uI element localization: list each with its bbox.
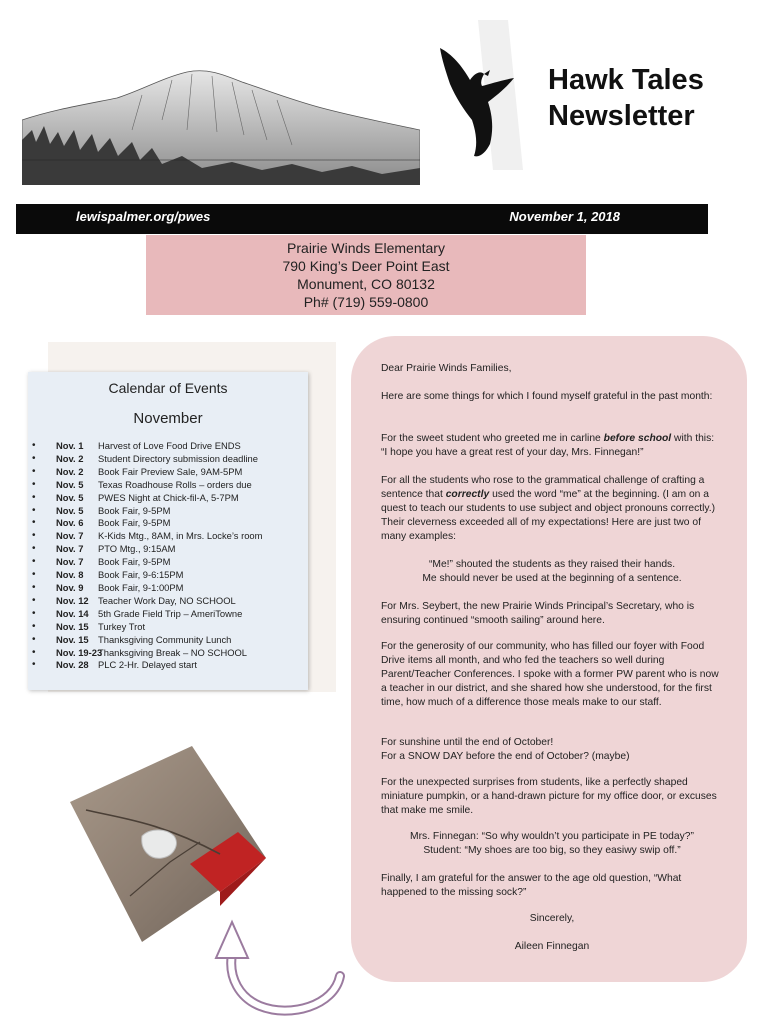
school-address-block	[146, 235, 586, 315]
event-date: Nov. 14	[56, 607, 89, 619]
letter-paragraph: For the generosity of our community, who has filled our foyer with Food Drive items all month, and who fed the teachers so well during Parent/Teacher Conferences. I spoke with a former PW parent who is now a teacher in our district, and she shared how she understood, for the first time, how much of a difference those meals make to our staff.	[381, 641, 719, 708]
event-date: Nov. 15	[56, 633, 89, 645]
calendar-title: Calendar of Events	[108, 380, 228, 396]
event-description: Book Fair, 9-5PM	[98, 556, 171, 568]
event-list	[32, 440, 262, 672]
event-description: PWES Night at Chick-fil-A, 5-7PM	[98, 491, 239, 503]
calendar-event	[32, 595, 262, 608]
school-name: Prairie Winds Elementary	[287, 240, 445, 256]
event-date: Nov. 8	[56, 569, 84, 581]
event-date: Nov. 19-23	[56, 646, 103, 658]
event-date: Nov. 28	[56, 659, 89, 671]
letter-paragraph: For Mrs. Seybert, the new Prairie Winds Principal’s Secretary, who is ensuring continued “smooth sailing” around here.	[381, 601, 695, 626]
event-description: Book Fair, 9-5PM	[98, 517, 171, 529]
calendar-event	[32, 621, 262, 634]
school-city: Monument, CO 80132	[297, 276, 435, 292]
event-date: Nov. 1	[56, 440, 84, 451]
event-description: Book Fair, 9-1:00PM	[98, 581, 184, 593]
hawk-icon	[432, 40, 524, 160]
letter-paragraph: For the sweet student who greeted me in carline before school with this: “I hope you have a great rest of your day, Mrs. Finnegan!”	[381, 433, 715, 458]
event-description: Book Fair, 9-5PM	[98, 504, 171, 516]
emphasis-text: correctly	[445, 489, 490, 500]
event-description: Harvest of Love Food Drive ENDS	[98, 440, 241, 451]
event-date: Nov. 5	[56, 491, 84, 503]
letter-signature: Aileen Finnegan	[514, 941, 590, 952]
calendar-event	[32, 556, 262, 569]
letter-paragraph: For sunshine until the end of October!	[381, 737, 554, 748]
calendar-event	[32, 634, 262, 647]
event-description: Thanksgiving Community Lunch	[98, 633, 232, 645]
title-line-1: Hawk Tales	[548, 64, 704, 96]
newsletter-title	[548, 62, 704, 134]
calendar-event	[32, 440, 262, 453]
calendar-event	[32, 505, 262, 518]
header-bar	[16, 204, 708, 234]
calendar-event	[32, 466, 262, 479]
event-description: Texas Roadhouse Rolls – orders due	[98, 478, 252, 490]
event-description: Turkey Trot	[98, 620, 146, 632]
calendar-event	[32, 582, 262, 595]
letter-paragraph: For the unexpected surprises from students, like a perfectly shaped miniature pumpkin, or a hand-drawn picture for my office door, or excuses that make me smile.	[381, 777, 717, 816]
letter-paragraph: Finally, I am grateful for the answer to the age old question, “What happened to the missing sock?”	[381, 873, 682, 898]
event-description: Student Directory submission deadline	[98, 452, 258, 464]
calendar-event	[32, 569, 262, 582]
event-description: Book Fair, 9-6:15PM	[98, 569, 184, 581]
missing-sock-photo	[70, 746, 266, 942]
event-date: Nov. 15	[56, 620, 89, 632]
letter-dialog: Student: “My shoes are too big, so they easiwy swip off.”	[423, 845, 681, 856]
event-description: Teacher Work Day, NO SCHOOL	[98, 594, 236, 606]
event-date: Nov. 2	[56, 465, 84, 477]
emphasis-text: before school	[603, 433, 672, 444]
event-description: Book Fair Preview Sale, 9AM-5PM	[98, 465, 243, 477]
letter-paragraph: Here are some things for which I found myself grateful in the past month:	[381, 391, 713, 402]
principal-letter	[351, 336, 747, 982]
event-description: PTO Mtg., 9:15AM	[98, 543, 176, 555]
curved-arrow-icon	[210, 918, 360, 1022]
calendar-event	[32, 659, 262, 672]
calendar-of-events	[28, 372, 308, 690]
calendar-event	[32, 530, 262, 543]
letter-greeting: Dear Prairie Winds Families,	[381, 363, 512, 374]
school-phone: Ph# (719) 559-0800	[303, 294, 429, 310]
letter-closing: Sincerely,	[529, 913, 575, 924]
website-link[interactable]: lewispalmer.org/pwes	[76, 209, 211, 224]
calendar-event	[32, 647, 262, 660]
event-date: Nov. 5	[56, 478, 84, 490]
calendar-event	[32, 543, 262, 556]
school-street: 790 King’s Deer Point East	[282, 258, 450, 274]
calendar-month: November	[133, 410, 203, 427]
title-line-2: Newsletter	[548, 100, 695, 132]
event-description: K-Kids Mtg., 8AM, in Mrs. Locke’s room	[98, 530, 263, 542]
letter-paragraph: For a SNOW DAY before the end of October? (maybe)	[381, 751, 630, 762]
event-description: PLC 2-Hr. Delayed start	[98, 659, 197, 671]
event-date: Nov. 7	[56, 556, 84, 568]
event-date: Nov. 12	[56, 594, 89, 606]
event-date: Nov. 2	[56, 452, 84, 464]
event-date: Nov. 5	[56, 504, 84, 516]
issue-date: November 1, 2018	[509, 209, 620, 224]
event-date: Nov. 7	[56, 530, 84, 542]
event-date: Nov. 9	[56, 581, 84, 593]
calendar-event	[32, 608, 262, 621]
calendar-event	[32, 492, 262, 505]
calendar-event	[32, 453, 262, 466]
calendar-event	[32, 479, 262, 492]
calendar-event	[32, 517, 262, 530]
event-date: Nov. 6	[56, 517, 84, 529]
letter-quote: “Me!” shouted the students as they raised their hands.	[428, 559, 676, 570]
letter-paragraph: For all the students who rose to the grammatical challenge of crafting a sentence that correctly used the word “me” at the beginning. (I am on a quest to teach our students to use subject and object pronouns correctly.) Their cleverness exceeded all of my expectations! Here are just two of many examples:	[381, 475, 716, 542]
letter-dialog: Mrs. Finnegan: “So why wouldn’t you participate in PE today?”	[410, 831, 694, 842]
event-description: Thanksgiving Break – NO SCHOOL	[98, 646, 248, 658]
mountain-sketch-image	[22, 60, 420, 185]
letter-quote: Me should never be used at the beginning of a sentence.	[422, 573, 682, 584]
event-date: Nov. 7	[56, 543, 84, 555]
event-description: 5th Grade Field Trip – AmeriTowne	[98, 607, 243, 619]
